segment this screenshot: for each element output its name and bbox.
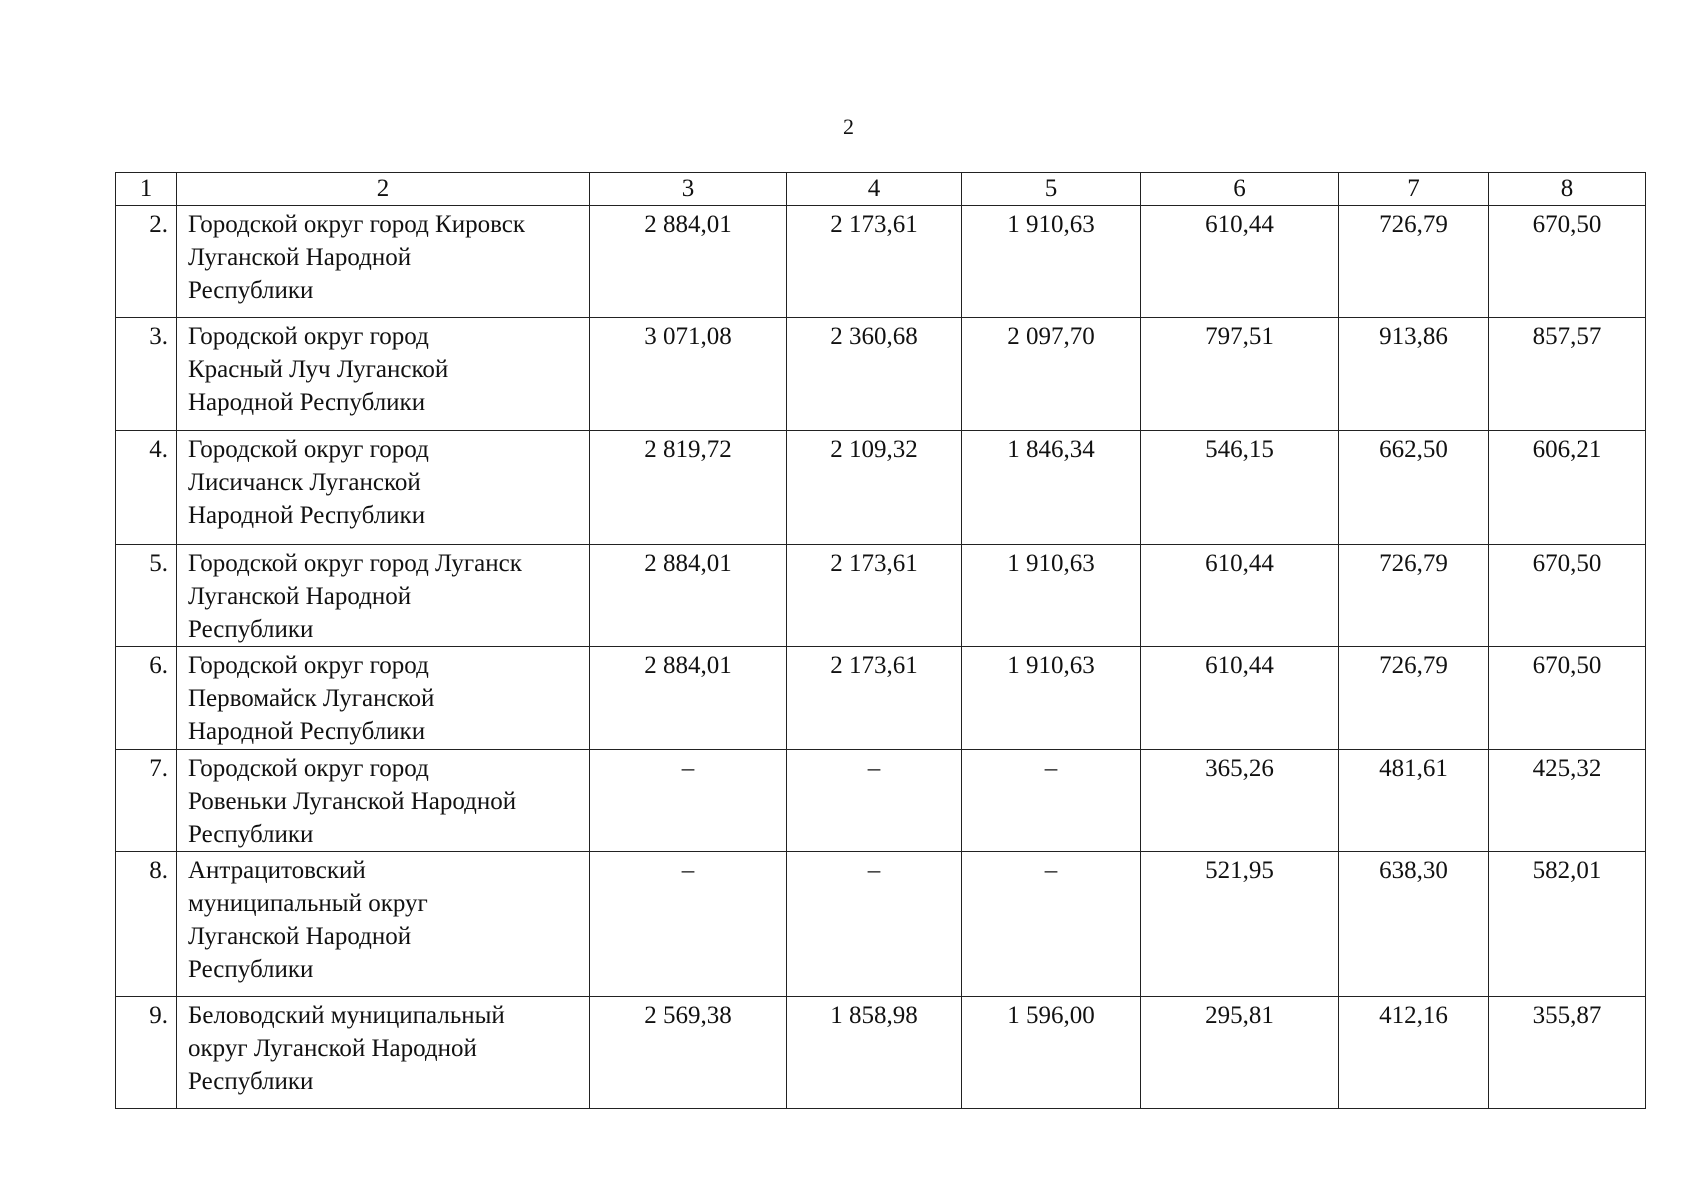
value-cell: 638,30 bbox=[1339, 852, 1489, 997]
value-cell: 726,79 bbox=[1339, 545, 1489, 647]
municipality-name-line: Народной Республики bbox=[188, 718, 426, 745]
value-cell: 2 173,61 bbox=[787, 545, 962, 647]
municipality-name-line: Луганской Народной bbox=[188, 923, 412, 950]
value-cell: 365,26 bbox=[1141, 750, 1339, 852]
value-cell: 610,44 bbox=[1141, 206, 1339, 318]
value-cell: 726,79 bbox=[1339, 647, 1489, 750]
row-number: 3. bbox=[116, 318, 177, 431]
municipality-name bbox=[177, 852, 590, 997]
column-header: 3 bbox=[590, 173, 787, 206]
column-header: 7 bbox=[1339, 173, 1489, 206]
municipality-name-line: Луганской Народной bbox=[188, 244, 412, 271]
column-header: 1 bbox=[116, 173, 177, 206]
value-cell: 2 097,70 bbox=[962, 318, 1141, 431]
municipality-name-line: Городской округ город Луганск bbox=[188, 550, 522, 577]
value-cell: 1 910,63 bbox=[962, 545, 1141, 647]
value-cell: 521,95 bbox=[1141, 852, 1339, 997]
value-cell: 295,81 bbox=[1141, 997, 1339, 1109]
municipality-name bbox=[177, 318, 590, 431]
municipality-name-line: Луганской Народной bbox=[188, 583, 412, 610]
municipality-name-line: муниципальный округ bbox=[188, 890, 428, 917]
value-cell: 546,15 bbox=[1141, 431, 1339, 545]
municipality-name-line: Республики bbox=[188, 821, 314, 848]
value-cell: 670,50 bbox=[1489, 647, 1646, 750]
municipality-name-line: Ровеньки Луганской Народной bbox=[188, 788, 517, 815]
row-number: 6. bbox=[116, 647, 177, 750]
value-cell: 2 173,61 bbox=[787, 647, 962, 750]
municipality-name bbox=[177, 545, 590, 647]
value-cell: – bbox=[590, 852, 787, 997]
municipality-name bbox=[177, 206, 590, 318]
table-row bbox=[116, 750, 1646, 852]
municipality-name bbox=[177, 750, 590, 852]
value-cell: – bbox=[787, 750, 962, 852]
column-header: 8 bbox=[1489, 173, 1646, 206]
table-row bbox=[116, 318, 1646, 431]
value-cell: 1 846,34 bbox=[962, 431, 1141, 545]
municipality-name-line: Городской округ город Кировск bbox=[188, 211, 526, 238]
value-cell: 2 109,32 bbox=[787, 431, 962, 545]
table-row bbox=[116, 545, 1646, 647]
value-cell: 425,32 bbox=[1489, 750, 1646, 852]
municipality-name-line: Народной Республики bbox=[188, 502, 426, 529]
municipality-name bbox=[177, 997, 590, 1109]
value-cell: 1 596,00 bbox=[962, 997, 1141, 1109]
value-cell: 1 858,98 bbox=[787, 997, 962, 1109]
municipality-name-line: Красный Луч Луганской bbox=[188, 356, 449, 383]
row-number: 5. bbox=[116, 545, 177, 647]
value-cell: – bbox=[787, 852, 962, 997]
value-cell: 662,50 bbox=[1339, 431, 1489, 545]
value-cell: 355,87 bbox=[1489, 997, 1646, 1109]
value-cell: 2 360,68 bbox=[787, 318, 962, 431]
table-row bbox=[116, 997, 1646, 1109]
value-cell: 2 884,01 bbox=[590, 545, 787, 647]
table-row bbox=[116, 206, 1646, 318]
row-number: 7. bbox=[116, 750, 177, 852]
value-cell: 857,57 bbox=[1489, 318, 1646, 431]
column-header: 4 bbox=[787, 173, 962, 206]
municipality-name-line: округ Луганской Народной bbox=[188, 1035, 477, 1062]
value-cell: 610,44 bbox=[1141, 647, 1339, 750]
data-table bbox=[115, 172, 1646, 1109]
value-cell: 2 819,72 bbox=[590, 431, 787, 545]
row-number: 4. bbox=[116, 431, 177, 545]
value-cell: 670,50 bbox=[1489, 545, 1646, 647]
value-cell: 412,16 bbox=[1339, 997, 1489, 1109]
value-cell: 2 884,01 bbox=[590, 206, 787, 318]
municipality-name bbox=[177, 647, 590, 750]
column-header: 6 bbox=[1141, 173, 1339, 206]
value-cell: – bbox=[962, 852, 1141, 997]
value-cell: 582,01 bbox=[1489, 852, 1646, 997]
value-cell: 2 173,61 bbox=[787, 206, 962, 318]
page-number: 2 bbox=[843, 114, 854, 139]
value-cell: 670,50 bbox=[1489, 206, 1646, 318]
table-row bbox=[116, 852, 1646, 997]
row-number: 2. bbox=[116, 206, 177, 318]
value-cell: 3 071,08 bbox=[590, 318, 787, 431]
column-header: 5 bbox=[962, 173, 1141, 206]
value-cell: 726,79 bbox=[1339, 206, 1489, 318]
column-header: 2 bbox=[177, 173, 590, 206]
municipality-name-line: Беловодский муниципальный bbox=[188, 1002, 505, 1029]
municipality-name bbox=[177, 431, 590, 545]
value-cell: – bbox=[590, 750, 787, 852]
table-header-row bbox=[116, 173, 1646, 206]
value-cell: 797,51 bbox=[1141, 318, 1339, 431]
row-number: 8. bbox=[116, 852, 177, 997]
municipality-name-line: Республики bbox=[188, 1068, 314, 1095]
municipality-name-line: Республики bbox=[188, 277, 314, 304]
municipality-name-line: Лисичанск Луганской bbox=[188, 469, 421, 496]
value-cell: 1 910,63 bbox=[962, 647, 1141, 750]
municipality-name-line: Городской округ город bbox=[188, 436, 429, 463]
municipality-name-line: Городской округ город bbox=[188, 755, 429, 782]
value-cell: 481,61 bbox=[1339, 750, 1489, 852]
value-cell: 913,86 bbox=[1339, 318, 1489, 431]
municipality-name-line: Народной Республики bbox=[188, 389, 426, 416]
value-cell: 1 910,63 bbox=[962, 206, 1141, 318]
municipality-name-line: Первомайск Луганской bbox=[188, 685, 435, 712]
municipality-name-line: Антрацитовский bbox=[188, 857, 366, 884]
municipality-name-line: Республики bbox=[188, 956, 314, 983]
municipality-name-line: Городской округ город bbox=[188, 323, 429, 350]
value-cell: 610,44 bbox=[1141, 545, 1339, 647]
municipality-name-line: Городской округ город bbox=[188, 652, 429, 679]
table-row bbox=[116, 647, 1646, 750]
value-cell: 2 569,38 bbox=[590, 997, 787, 1109]
municipality-name-line: Республики bbox=[188, 616, 314, 643]
value-cell: 2 884,01 bbox=[590, 647, 787, 750]
row-number: 9. bbox=[116, 997, 177, 1109]
table-row bbox=[116, 431, 1646, 545]
value-cell: 606,21 bbox=[1489, 431, 1646, 545]
value-cell: – bbox=[962, 750, 1141, 852]
